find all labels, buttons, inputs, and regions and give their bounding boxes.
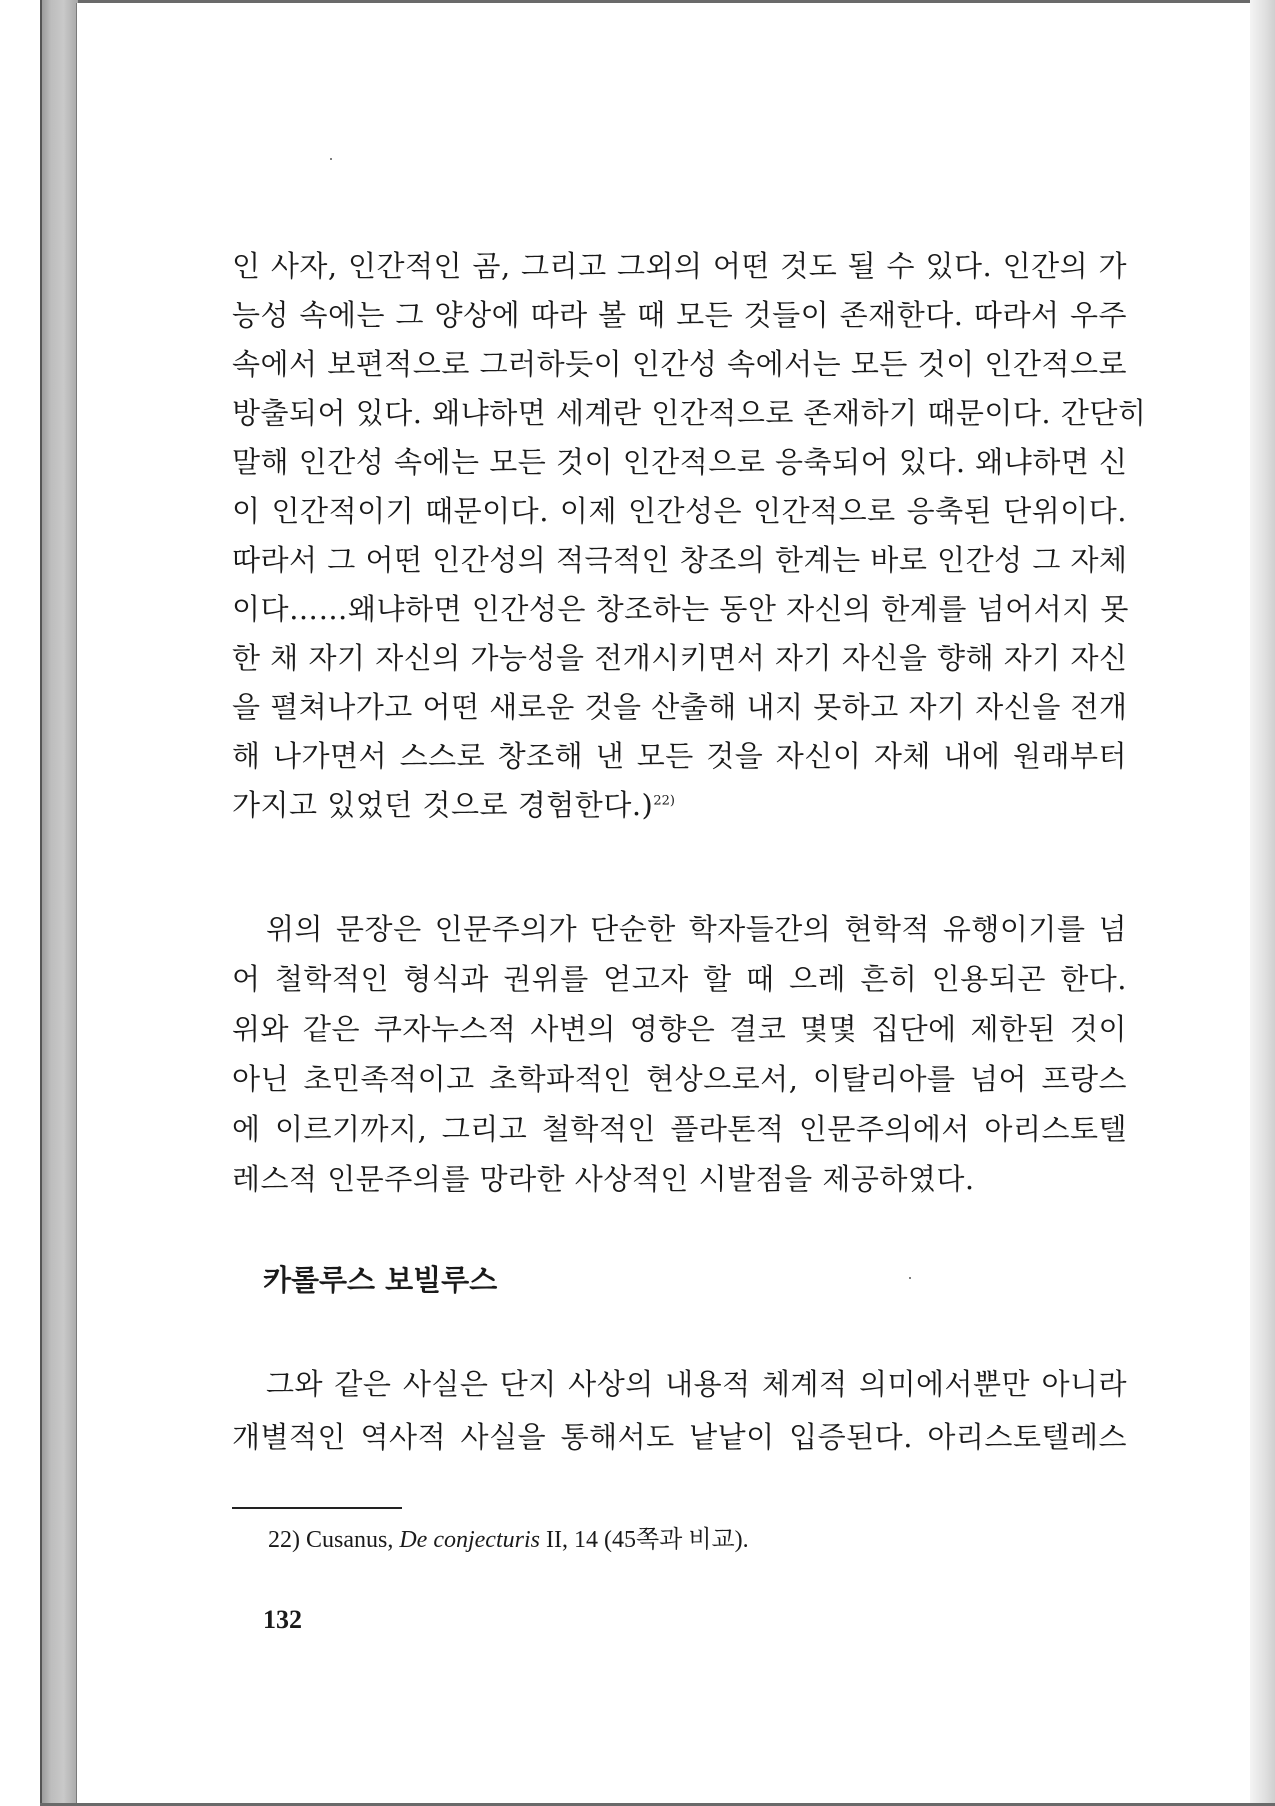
quote-line: 인 사자, 인간적인 곰, 그리고 그외의 어떤 것도 될 수 있다. 인간의 가 xyxy=(232,249,1127,283)
paragraph-line: 개별적인 역사적 사실을 통해서도 낱낱이 입증된다. 아리스토텔레스 xyxy=(232,1420,1127,1454)
body-paragraph xyxy=(232,1358,1127,1464)
page-edge-shadow xyxy=(1250,0,1275,1806)
quote-line: 이다……왜냐하면 인간성은 창조하는 동안 자신의 한계를 넘어서지 못 xyxy=(232,592,1129,626)
quote-line: 을 펼쳐나가고 어떤 새로운 것을 산출해 내지 못하고 자기 자신을 전개 xyxy=(232,690,1128,724)
quote-last-line xyxy=(232,781,1127,830)
quote-line: 이 인간적이기 때문이다. 이제 인간성은 인간적으로 응축된 단위이다. xyxy=(232,494,1127,528)
paragraph-line: 그와 같은 사실은 단지 사상의 내용적 체계적 의미에서뿐만 아니라 xyxy=(266,1367,1127,1401)
footnote-number: 22) xyxy=(268,1527,300,1553)
scan-speck xyxy=(330,158,332,160)
footnote-reference: 22) xyxy=(653,793,675,809)
quote-line: 말해 인간성 속에는 모든 것이 인간적으로 응축되어 있다. 왜냐하면 신 xyxy=(232,445,1128,479)
book-spine xyxy=(40,0,78,1806)
quote-line: 능성 속에는 그 양상에 따라 볼 때 모든 것들이 존재한다. 따라서 우주 xyxy=(232,298,1127,332)
paragraph-line: 위의 문장은 인문주의가 단순한 학자들간의 현학적 유행이기를 넘 xyxy=(266,912,1127,946)
block-quote xyxy=(232,242,1147,842)
paragraph-line: 레스적 인문주의를 망라한 사상적인 시발점을 제공하였다. xyxy=(232,1162,975,1196)
section-heading: 카롤루스 보빌루스 xyxy=(263,1263,498,1297)
footnote-divider xyxy=(232,1507,402,1509)
quote-line: 방출되어 있다. 왜냐하면 세계란 인간적으로 존재하기 때문이다. 간단히 xyxy=(232,396,1147,430)
footnote xyxy=(268,1523,749,1557)
quote-line: 한 채 자기 자신의 가능성을 전개시키면서 자기 자신을 향해 자기 자신 xyxy=(232,641,1128,675)
page-number: 132 xyxy=(263,1605,302,1634)
quote-line-text: 가지고 있었던 것으로 경험한다.) xyxy=(232,788,654,822)
footnote-title: De conjecturis xyxy=(399,1527,540,1553)
scan-speck xyxy=(909,1277,911,1279)
paragraph-line: 에 이르기까지, 그리고 철학적인 플라톤적 인문주의에서 아리스토텔 xyxy=(232,1112,1127,1146)
footnote-author: Cusanus, xyxy=(306,1527,394,1553)
body-paragraph xyxy=(232,904,1127,1204)
quote-line: 해 나가면서 스스로 창조해 낸 모든 것을 자신이 자체 내에 원래부터 xyxy=(232,739,1127,773)
paragraph-line: 아닌 초민족적이고 초학파적인 현상으로서, 이탈리아를 넘어 프랑스 xyxy=(232,1062,1127,1096)
paragraph-line: 위와 같은 쿠자누스적 사변의 영향은 결코 몇몇 집단에 제한된 것이 xyxy=(232,1012,1127,1046)
paragraph-line: 어 철학적인 형식과 권위를 얻고자 할 때 으레 흔히 인용되곤 한다. xyxy=(232,962,1127,996)
quote-line: 따라서 그 어떤 인간성의 적극적인 창조의 한계는 바로 인간성 그 자체 xyxy=(232,543,1128,577)
quote-line: 속에서 보편적으로 그러하듯이 인간성 속에서는 모든 것이 인간적으로 xyxy=(232,347,1127,381)
footnote-detail: II, 14 (45쪽과 비교). xyxy=(545,1527,749,1553)
